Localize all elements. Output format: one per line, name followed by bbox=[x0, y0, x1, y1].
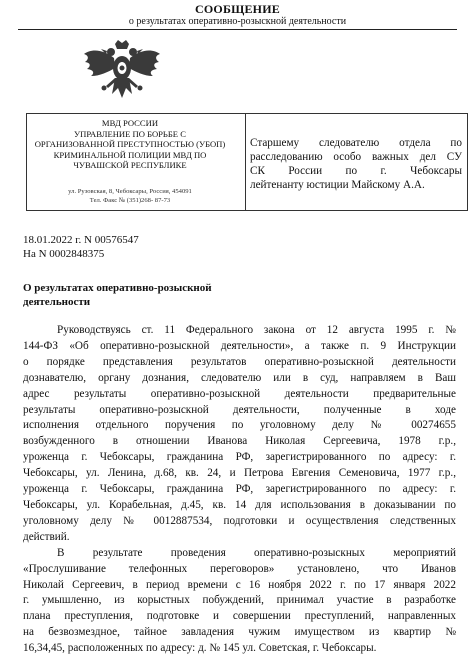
frame-divider bbox=[245, 114, 246, 210]
body-line: 144-ФЗ «Об оперативно-розыскной деятельности», а также п. 9 Инструкции bbox=[23, 339, 456, 352]
body-line: уроженца г. Чебоксары, гражданина РФ, зарегистрированного по адресу: г. bbox=[23, 451, 456, 464]
body-line: уголовному делу № 0012887534, подготовки и осуществления следственных bbox=[23, 514, 456, 527]
body-line: на безвозмездное, тайное завладения чужим имуществом из квартир № bbox=[23, 626, 456, 639]
incoming-number: На N 0002848375 bbox=[23, 248, 105, 260]
body-line: дознавателю, органу дознания, следователю или в суд, направляем в Ваш bbox=[23, 371, 456, 384]
body-line: Руководствуясь ст. 11 Федерального закона от 12 августа 1995 г. № bbox=[57, 324, 456, 336]
recipient-line: лейтенанту юстиции Майскому А.А. bbox=[250, 179, 425, 191]
body-line: плана преступления, подготовке и совершении преступлений, направленных bbox=[23, 610, 456, 623]
body-line: г. умышленно, из корыстных побуждений, принимал участие в разработке bbox=[23, 594, 456, 607]
body-line: уроженца г. Чебоксары, гражданина РФ, зарегистрированного по адресу: г. bbox=[23, 483, 456, 496]
document-reference bbox=[23, 233, 139, 261]
sender-address: ул. Рузовская, 8, Чебоксары, Россия, 454091 bbox=[68, 188, 192, 195]
recipient-line: расследованию особо важных дел СУ bbox=[250, 151, 462, 163]
body-line: о порядке представления результатов оперативно-розыскной деятельности bbox=[23, 355, 456, 368]
document-subtitle: о результатах оперативно-розыскной деятельности bbox=[128, 16, 347, 27]
document-body bbox=[23, 323, 456, 657]
document-date-number: 18.01.2022 г. N 00576547 bbox=[23, 234, 139, 246]
document-title: СООБЩЕНИЕ bbox=[195, 2, 280, 16]
sender-line: УПРАВЛЕНИЕ ПО БОРЬБЕ С bbox=[74, 128, 186, 139]
recipient-block bbox=[250, 136, 462, 192]
body-line: Чебоксары, ул. Ленина, д.68, кв. 24, и Петрова Евгения Семеновича, 1977 г.р., bbox=[23, 467, 456, 480]
body-line: Чебоксары, ул. Корабельная, д.45, кв. 14 для использования в доказывании по bbox=[23, 498, 456, 511]
subject-heading bbox=[23, 281, 212, 309]
double-headed-eagle-emblem-icon bbox=[82, 38, 162, 110]
sender-line: ОРГАНИЗОВАННОЙ ПРЕСТУПНОСТЬЮ (УБОП) bbox=[34, 139, 226, 149]
sender-line: КРИМИНАЛЬНОЙ ПОЛИЦИИ МВД ПО bbox=[53, 149, 207, 160]
sender-phone: Тел. Факс № (351)268- 87-73 bbox=[89, 197, 171, 204]
body-line: исполнения отдельного поручения по уголовному делу № 00274655 bbox=[23, 419, 456, 432]
body-line: В результате проведения оперативно-розыскных мероприятий bbox=[57, 546, 456, 559]
subject-line: О результатах оперативно-розыскной bbox=[23, 282, 212, 294]
recipient-line: Старшему следователю отдела по bbox=[250, 137, 462, 149]
subject-line: деятельности bbox=[23, 296, 91, 308]
sender-line: ЧУВАШСКОЙ РЕСПУБЛИКЕ bbox=[73, 160, 187, 170]
body-line: адрес результаты оперативно-розыскной деятельности предварительные bbox=[23, 387, 456, 400]
body-line: Николай Сергеевич, в период времени с 16 ноября 2022 г. по 17 января 2022 bbox=[23, 578, 456, 591]
body-line: действий. bbox=[23, 530, 70, 543]
body-line: «Прослушивание телефонных переговоров» установлено, что Иванов bbox=[23, 562, 456, 575]
sender-line: МВД РОССИИ bbox=[101, 118, 159, 128]
body-line: 16,34,45, расположенных по адресу: д. № 145 ул. Советская, г. Чебоксары. bbox=[23, 642, 377, 655]
sender-organization-block bbox=[30, 118, 230, 171]
body-line: результаты оперативно-розыскной деятельности, полученные в ходе bbox=[23, 403, 456, 416]
body-line: возбужденного в отношении Иванова Николая Сергеевича, 1978 г.р., bbox=[23, 435, 456, 448]
sender-contacts bbox=[30, 187, 230, 205]
recipient-line: СК России по г. Чебоксары bbox=[250, 165, 462, 177]
header-divider bbox=[18, 29, 457, 30]
